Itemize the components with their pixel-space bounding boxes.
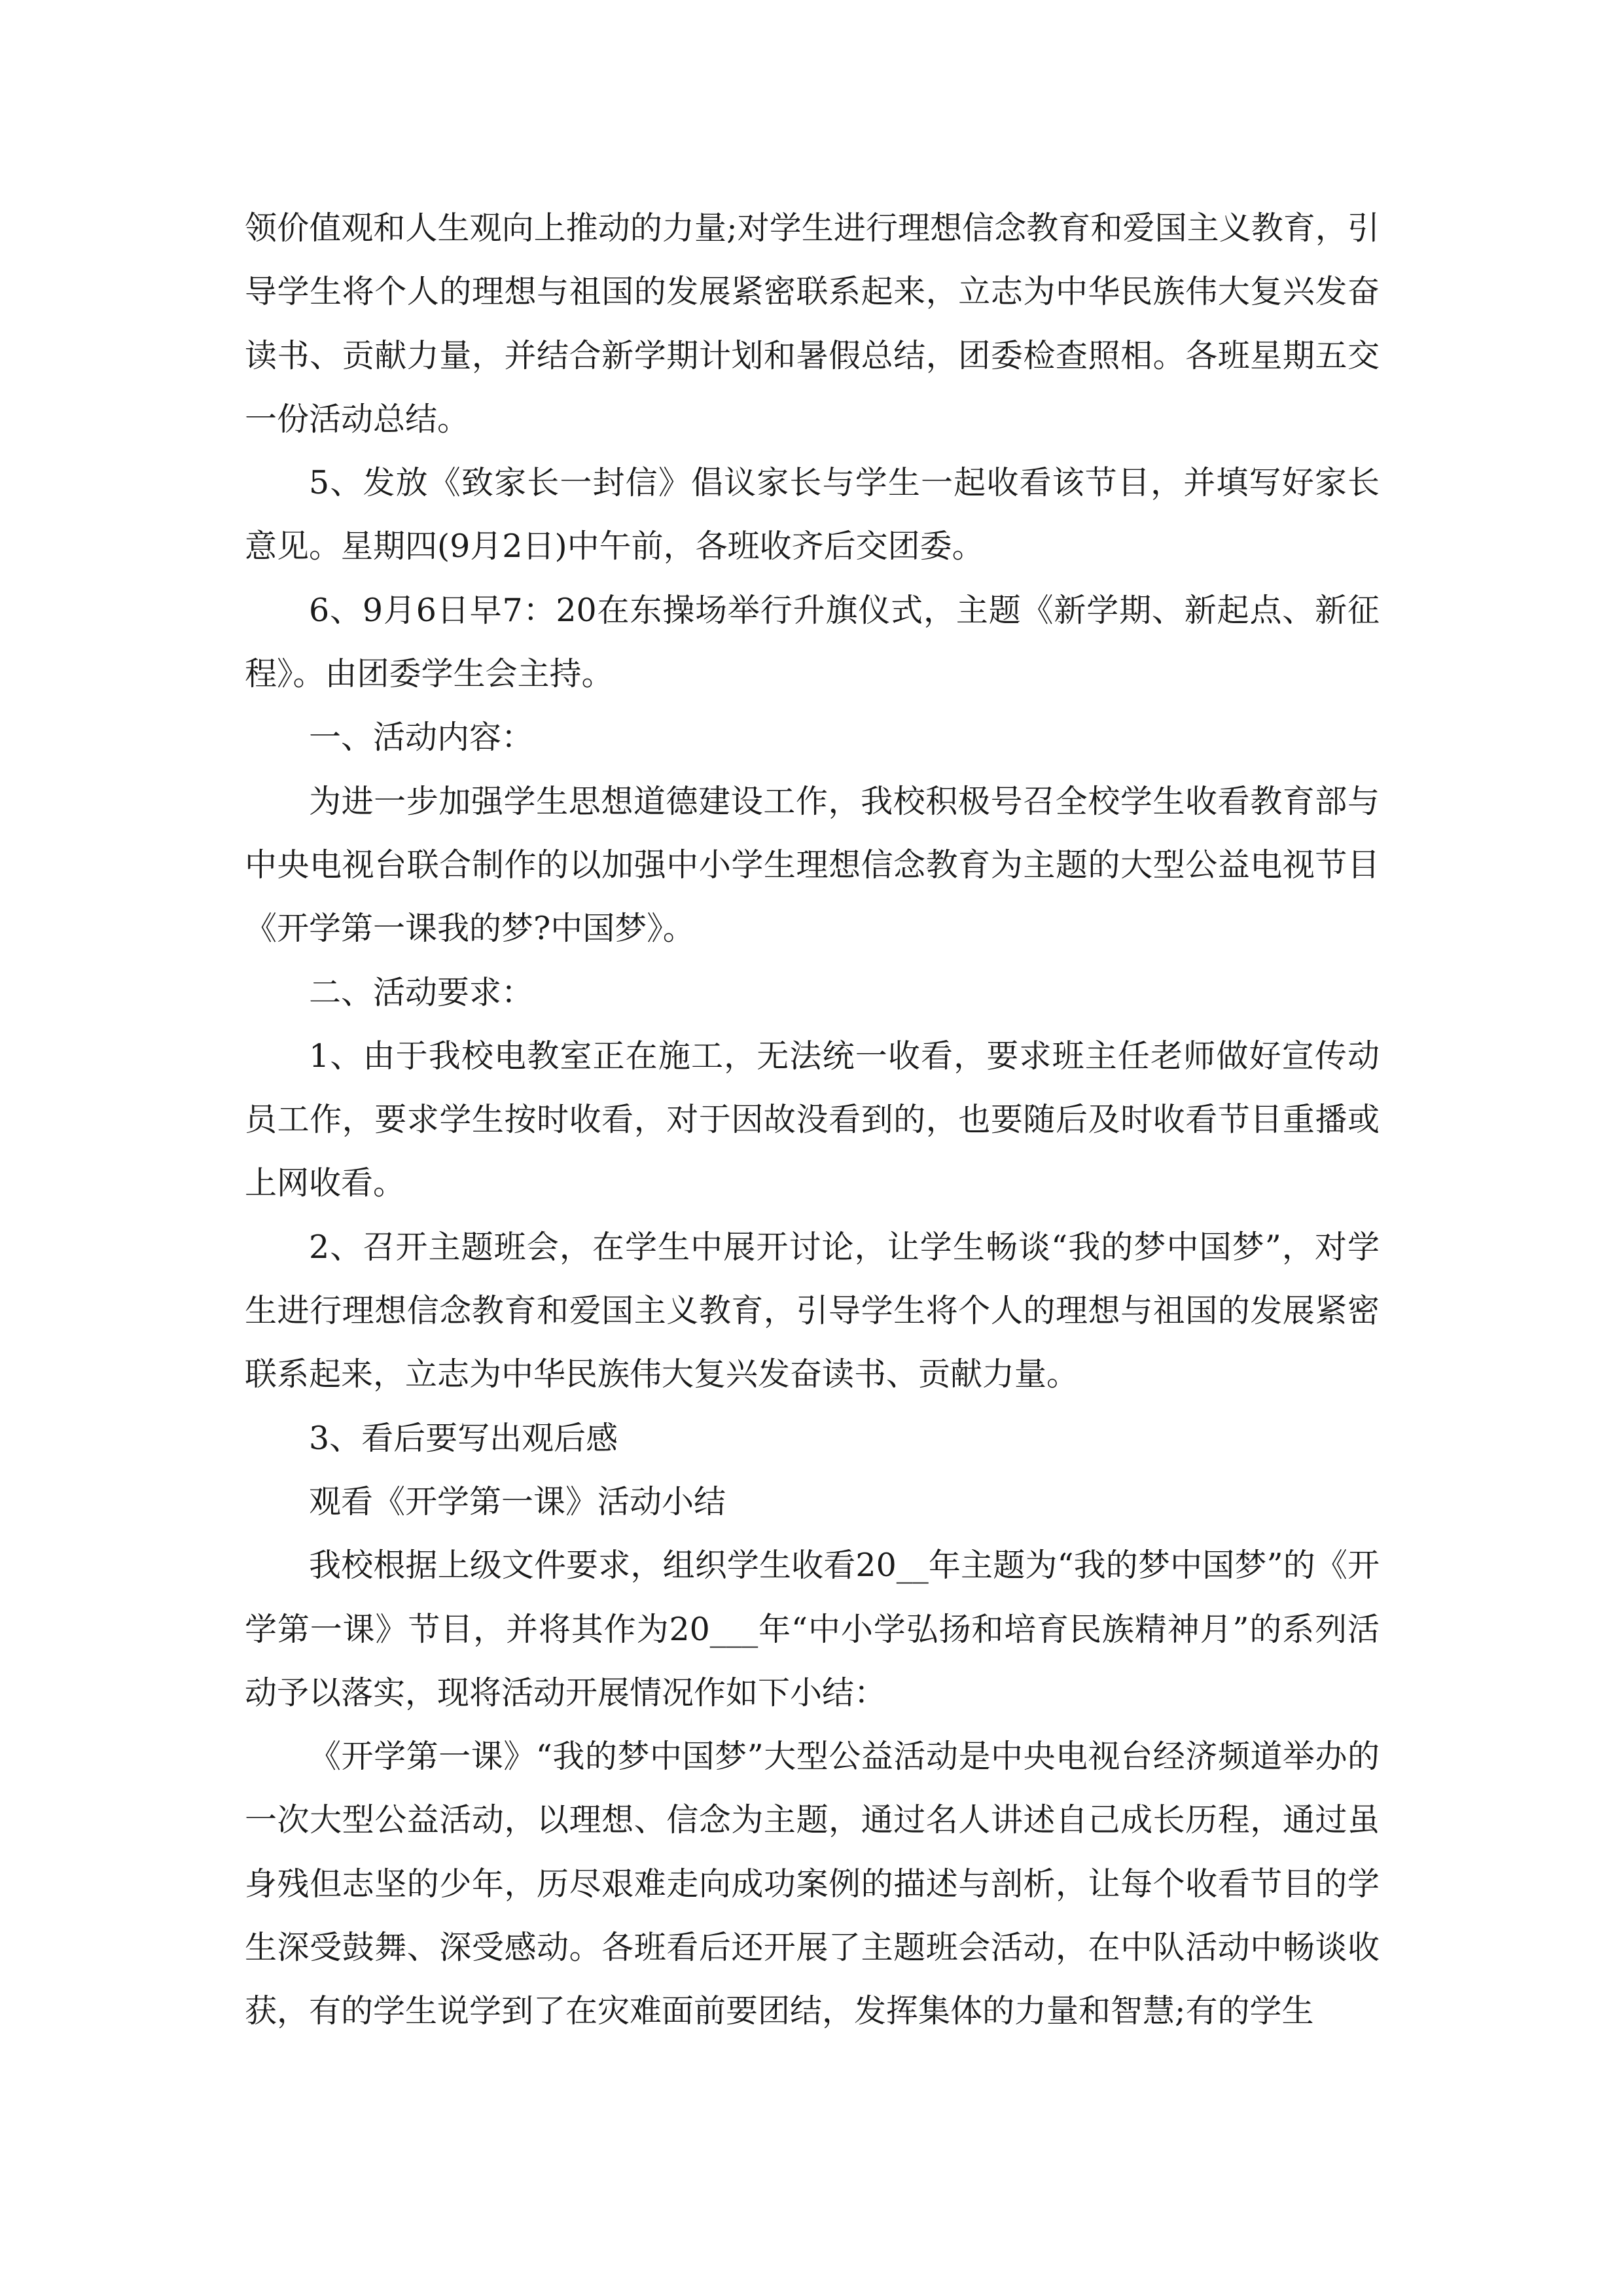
paragraph-continued: 领价值观和人生观向上推动的力量;对学生进行理想信念教育和爱国主义教育，引导学生将个人的理想与祖国的发展紧密联系起来，立志为中华民族伟大复兴发奋读书、贡献力量，并结合新学期计划和暑假总结，团委检查照相。各班星期五交一份活动总结。 [245,209,1380,438]
paragraph-summary-intro: 我校根据上级文件要求，组织学生收看20__年主题为“我的梦中国梦”的《开学第一课》节目，并将其作为20___年“中小学弘扬和培育民族精神月”的系列活动予以落实，现将活动开展情况作如下小结： [245,1547,1380,1712]
paragraph-item-6: 6、9月6日早7：20在东操场举行升旗仪式，主题《新学期、新起点、新征程》。由团委学生会主持。 [245,591,1380,693]
section-heading-activity-content: 一、活动内容： [309,719,534,757]
paragraph-activity-content: 为进一步加强学生思想道德建设工作，我校积极号召全校学生收看教育部与中央电视台联合制作的以加强中小学生理想信念教育为主题的大型公益电视节目《开学第一课我的梦?中国梦》。 [245,782,1380,948]
paragraph-requirement-2: 2、召开主题班会，在学生中展开讨论，让学生畅谈“我的梦中国梦”，对学生进行理想信念教育和爱国主义教育，引导学生将个人的理想与祖国的发展紧密联系起来，立志为中华民族伟大复兴发奋读书、贡献力量。 [245,1228,1380,1393]
paragraph-requirement-1: 1、由于我校电教室正在施工，无法统一收看，要求班主任老师做好宣传动员工作，要求学生按时收看，对于因故没看到的，也要随后及时收看节目重播或上网收看。 [245,1037,1380,1202]
section-heading-activity-requirements: 二、活动要求： [309,973,534,1011]
paragraph-summary-body: 《开学第一课》“我的梦中国梦”大型公益活动是中央电视台经济频道举办的一次大型公益活动，以理想、信念为主题，通过名人讲述自己成长历程，通过虽身残但志坚的少年，历尽艰难走向成功案例的描述与剖析，让每个收看节目的学生深受鼓舞、深受感动。各班看后还开展了主题班会活动，在中队活动中畅谈收获，有的学生说学到了在灾难面前要团结，发挥集体的力量和智慧;有的学生 [245,1738,1380,2030]
paragraph-requirement-3: 3、看后要写出观后感 [309,1419,618,1457]
document-body [245,196,1380,2043]
section-heading-summary: 观看《开学第一课》活动小结 [309,1482,726,1520]
paragraph-item-5: 5、发放《致家长一封信》倡议家长与学生一起收看该节目，并填写好家长意见。星期四(9月2日)中午前，各班收齐后交团委。 [245,464,1380,565]
